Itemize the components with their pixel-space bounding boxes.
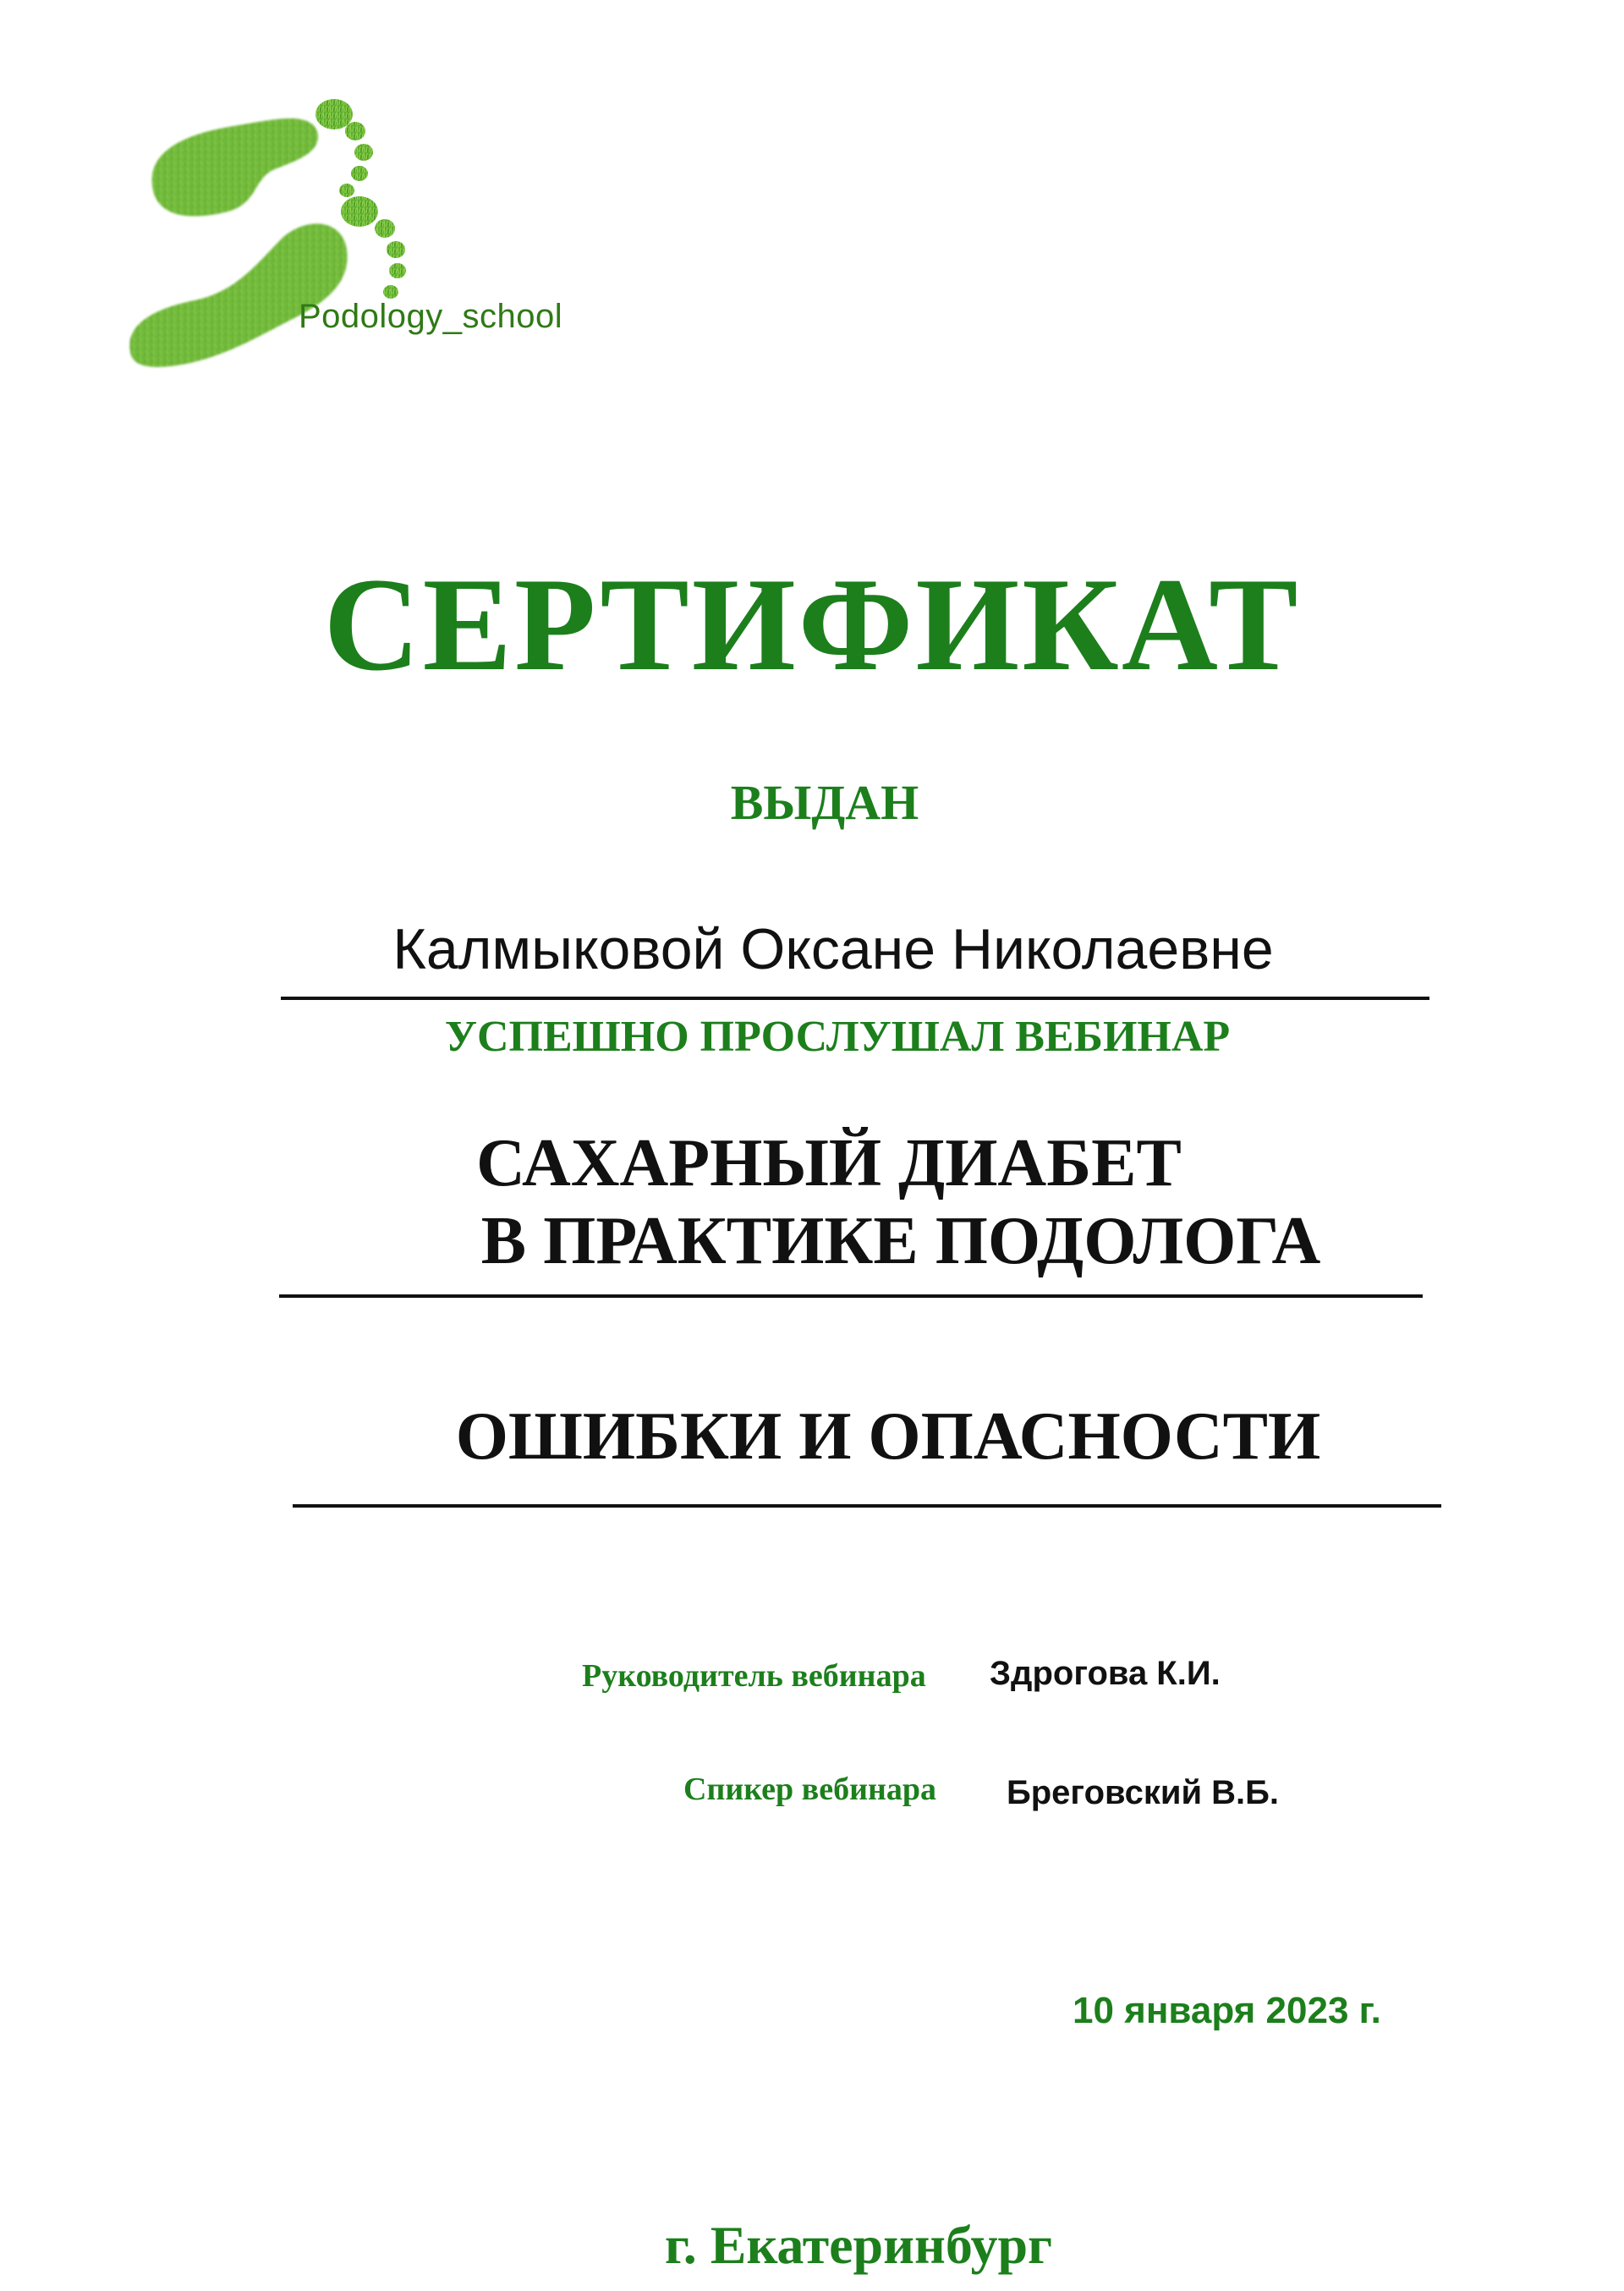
logo-text: Podology_school xyxy=(299,298,563,335)
name-underline xyxy=(281,997,1429,1000)
webinar-head-label: Руководитель вебинара xyxy=(582,1658,926,1694)
recipient-name: Калмыковой Оксане Николаевне xyxy=(392,917,1274,981)
lower-footprint xyxy=(129,196,406,367)
webinar-topic-line2: В ПРАКТИКЕ ПОДОЛОГА xyxy=(480,1204,1321,1278)
certificate-date: 10 января 2023 г. xyxy=(1073,1990,1381,2031)
webinar-speaker-label: Спикер вебинара xyxy=(683,1772,936,1807)
webinar-head-name: Здрогова К.И. xyxy=(990,1655,1221,1692)
upper-footprint xyxy=(152,99,373,217)
webinar-topic-line1: САХАРНЫЙ ДИАБЕТ xyxy=(476,1126,1182,1200)
webinar-speaker-name: Бреговский В.Б. xyxy=(1007,1774,1280,1811)
webinar-subtopic: ОШИБКИ И ОПАСНОСТИ xyxy=(455,1399,1321,1474)
completed-label: УСПЕШНО ПРОСЛУШАЛ ВЕБИНАР xyxy=(444,1013,1231,1061)
certificate-title: СЕРТИФИКАТ xyxy=(323,551,1301,699)
issued-label: ВЫДАН xyxy=(730,775,919,830)
topic-underline xyxy=(279,1294,1423,1298)
subtopic-underline xyxy=(293,1504,1441,1508)
grass-footprints-icon xyxy=(102,85,575,381)
certificate-city: г. Екатеринбург xyxy=(664,2215,1053,2275)
